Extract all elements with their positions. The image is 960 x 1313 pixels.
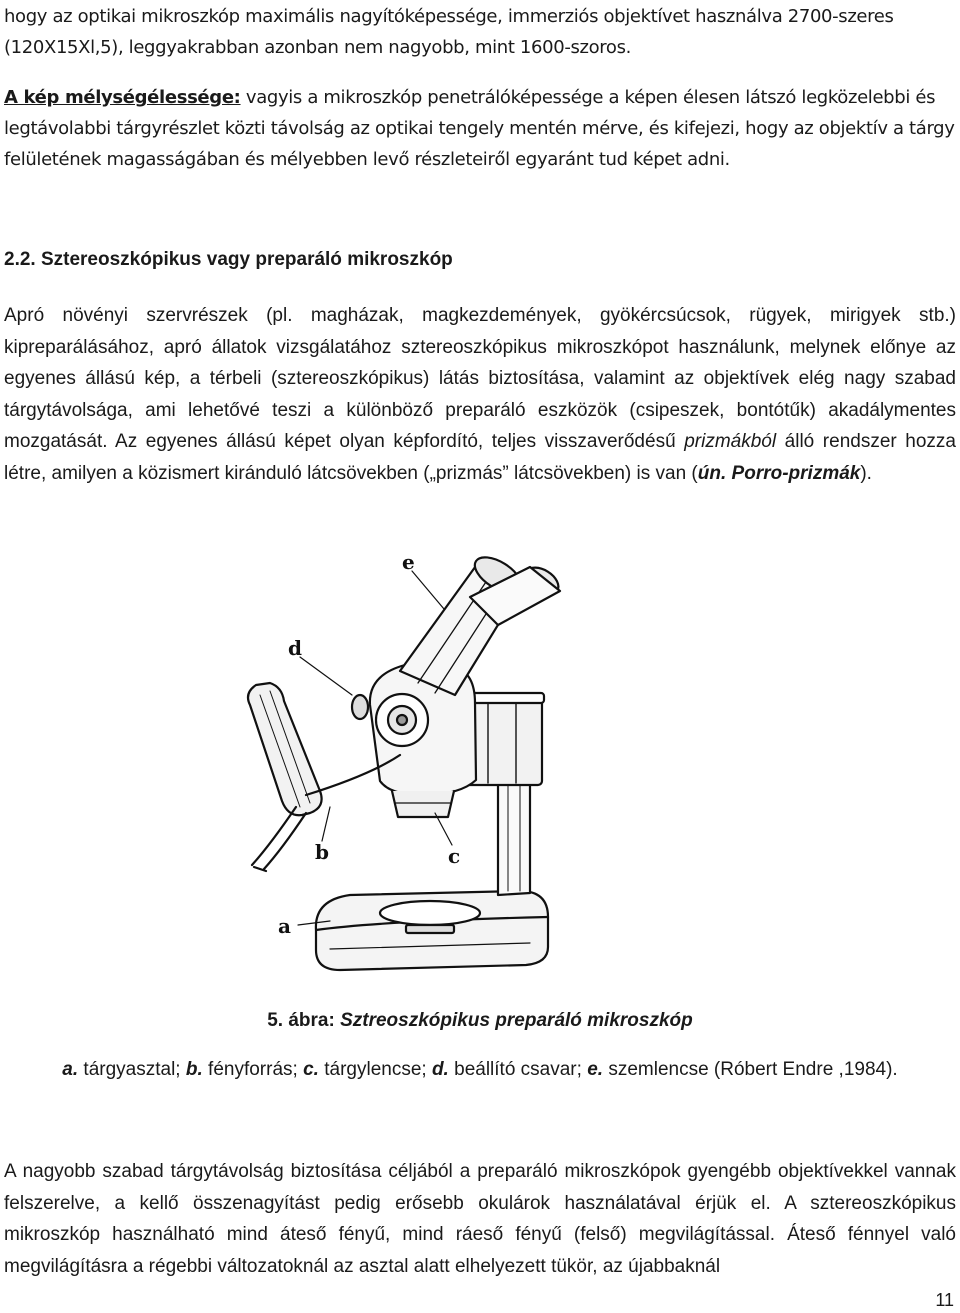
- legend-key-e: e.: [587, 1059, 604, 1080]
- page-number: 11: [935, 1290, 954, 1310]
- figure-number: 5. ábra:: [267, 1010, 335, 1031]
- figure-caption: [0, 1010, 960, 1032]
- label-e: e: [402, 550, 415, 574]
- stereo-text-b: álló rendszer hozza létre, amilyen a közismert kiránduló látcsövekben („prizmás” látcsövekben) is van (: [4, 431, 957, 484]
- legend-text-b: fényforrás;: [202, 1059, 304, 1080]
- stage-base: [316, 891, 548, 970]
- microscope-illustration: [230, 545, 570, 995]
- paragraph-stereo-microscope: [4, 300, 956, 489]
- label-c: c: [448, 844, 461, 868]
- paragraph-magnification: hogy az optikai mikroszkóp maximális nagyítóképessége, immerziós objektívet használva 2700-szeres (120X15Xl,5), leggyakrabban azonban nem nagyobb, mint 1600-szoros.: [4, 6, 894, 58]
- figure-legend: [0, 1059, 960, 1081]
- eyepiece-tubes: [400, 550, 563, 695]
- legend-key-c: c.: [303, 1059, 319, 1080]
- stereo-text-a: Apró növényi szervrészek (pl. magházak, magkezdemények, gyökércsúcsok, rügyek, mirigyek stb.) kipreparálásához, apró állatok vizsgálatához sztereoszkópikus mikroszkópot használunk, melynek előnye az egyenes állású kép, a térbeli (sztereoszkópikus) látás biztosítása, valamint az objektívek elég nagy szabad tárgytávolsága, ami lehetővé teszi a különböző preparáló eszközök (csipeszek, bontótűk) akadálymentes mozgatását. Az egyenes állású képet olyan képfordító, teljes visszaverődésű: [4, 305, 956, 452]
- legend-key-a: a.: [62, 1059, 79, 1080]
- section-heading: 2.2. Sztereoszkópikus vagy preparáló mikroszkóp: [4, 249, 453, 270]
- stereo-porro-prisms: ún. Porro-prizmák: [697, 462, 861, 484]
- legend-key-d: d.: [431, 1059, 449, 1080]
- label-a: a: [278, 914, 291, 938]
- legend-text-a: tárgyasztal;: [78, 1059, 186, 1080]
- paragraph-depth-of-field: [4, 82, 956, 175]
- legend-text-d: beállító csavar;: [448, 1059, 588, 1080]
- legend-key-b: b.: [185, 1059, 203, 1080]
- label-d: d: [288, 636, 302, 660]
- stand-pillar: [498, 773, 530, 895]
- adjusting-knob: [352, 695, 368, 719]
- stereo-italic-prisms: prizmákból: [684, 431, 777, 452]
- label-b: b: [315, 840, 329, 864]
- term-depth-of-field: A kép mélységélessége:: [4, 87, 241, 108]
- figure-title: Sztreoszkópikus preparáló mikroszkóp: [340, 1010, 693, 1031]
- stereo-text-c: ).: [860, 462, 872, 484]
- legend-text-c: tárgylencse;: [318, 1059, 432, 1080]
- paragraph-objectives: A nagyobb szabad tárgytávolság biztosítása céljából a preparáló mikroszkópok gyengébb objektívekkel vannak felszerelve, a kellő összenagyítást pedig erősebb okulárok használatával érjük el. A sztereoszkópikus mikroszkóp használható mind áteső fényű, mind ráeső fényű (felső) megvilágítással. Áteső fénnyel való megvilágításra a régebbi változatoknál az asztal alatt elhelyezett tükör, az újabbaknál: [4, 1161, 956, 1277]
- legend-text-e: szemlencse (Róbert Endre ,1984).: [603, 1059, 898, 1080]
- depth-of-field-text: vagyis a mikroszkóp penetrálóképessége a képen élesen látszó legközelebbi és legtávolabbi tárgyrészlet közti távolság az optikai tengely mentén mérve, és kifejezi, hogy az objektív a tárgy felületének magasságában és mélyebben levő részleteiről egyaránt tud képet adni.: [4, 87, 955, 170]
